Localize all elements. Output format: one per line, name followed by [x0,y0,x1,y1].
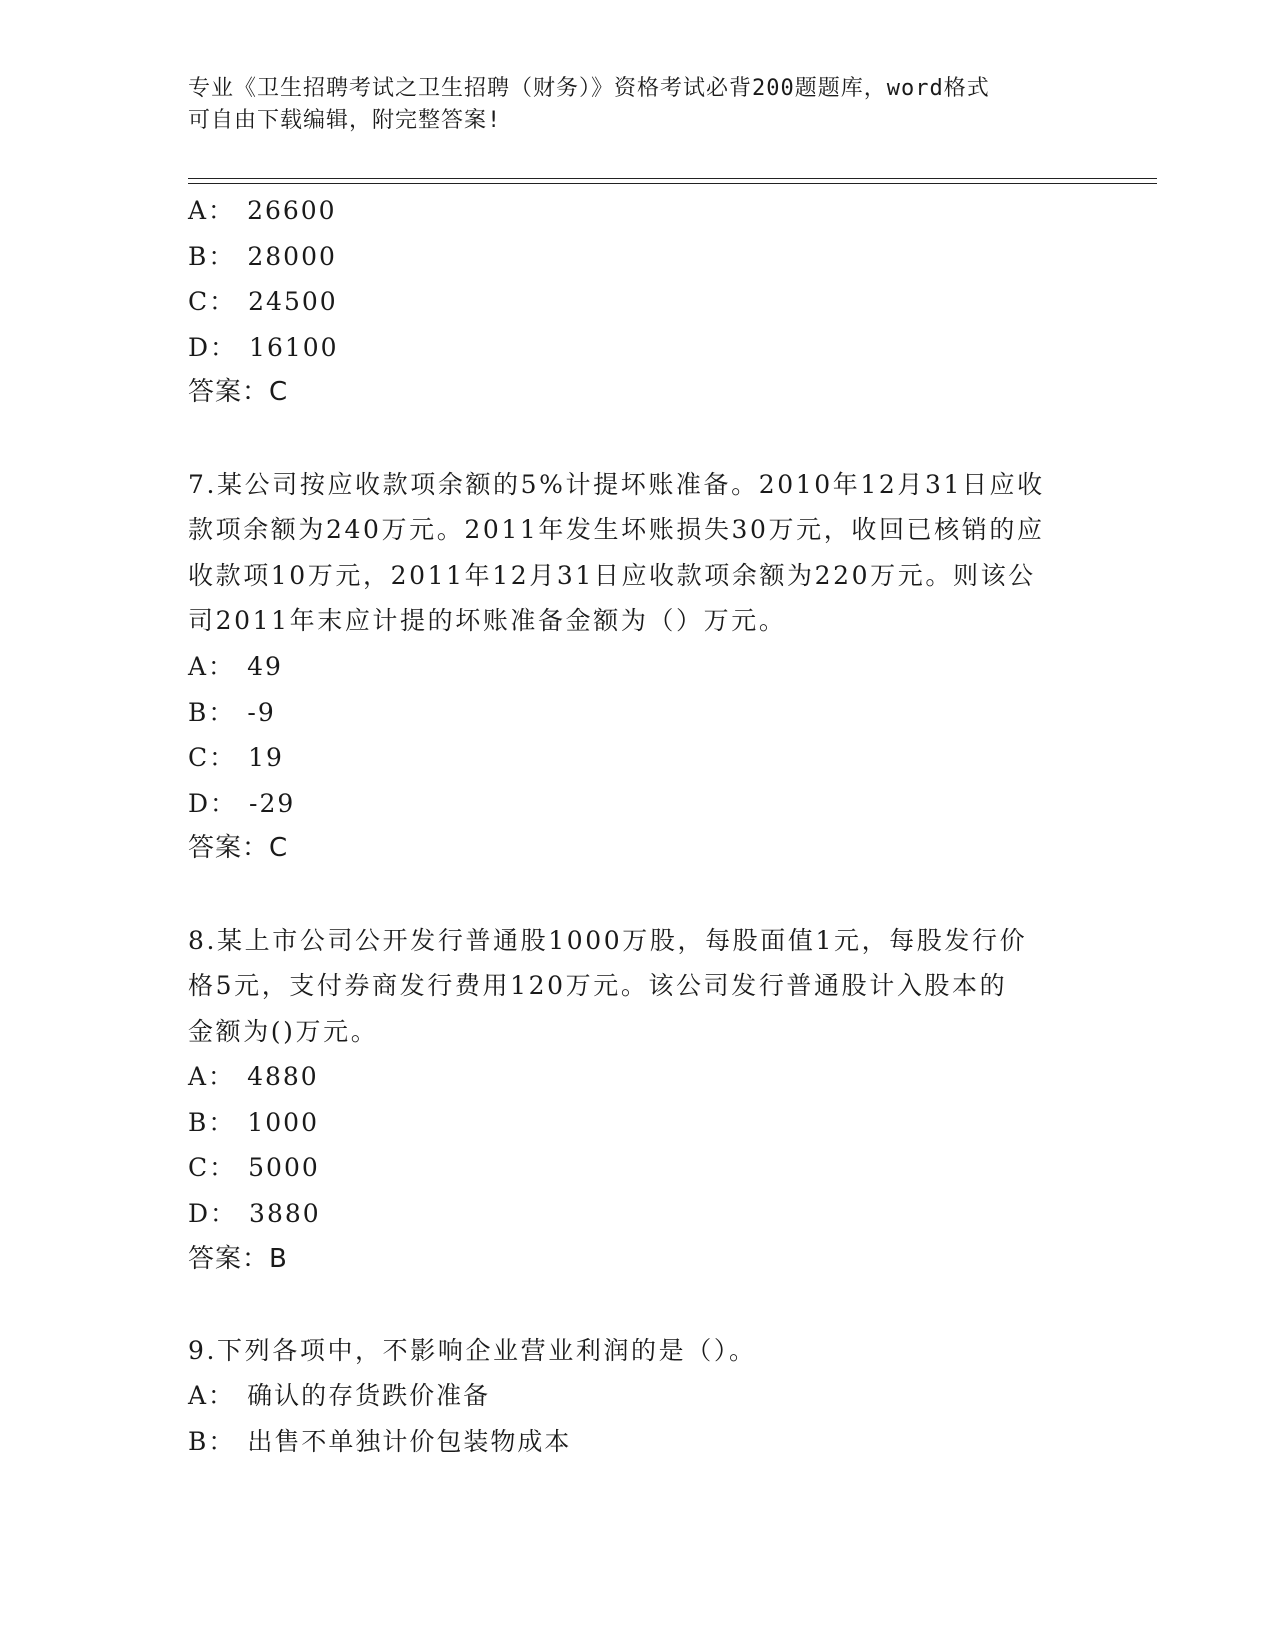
stem-line: 司2011年末应计提的坏账准备金额为（）万元。 [188,606,787,636]
option-c: C： 5000 [188,1153,320,1183]
question-8 [188,918,1088,1283]
answer-line: 答案：B [188,1243,288,1274]
question-list [188,188,1088,1465]
question-9 [188,1328,1088,1465]
question-stem [188,918,1088,1055]
option-b: B： -9 [188,697,276,727]
stem-line: 格5元，支付券商发行费用120万元。该公司发行普通股计入股本的 [188,971,1008,1001]
stem-line: 8.某上市公司公开发行普通股1000万股，每股面值1元，每股发行价 [188,925,1028,955]
header-line-2: 可自由下载编辑，附完整答案! [188,108,502,133]
spacer [188,1282,1088,1328]
question-stem [188,1328,1088,1374]
stem-line: 9.下列各项中，不影响企业营业利润的是（）。 [188,1335,757,1365]
spacer [188,416,1088,462]
option-c: C： 19 [188,743,284,773]
option-a: A： 4880 [188,1062,319,1092]
option-d: D： 3880 [188,1199,321,1229]
option-b: B： 出售不单独计价包装物成本 [188,1427,572,1457]
document-header [188,73,1088,137]
question-stem [188,462,1088,644]
option-c: C： 24500 [188,287,338,317]
stem-line: 7.某公司按应收款项余额的5%计提坏账准备。2010年12月31日应收 [188,469,1045,499]
header-rule-top [188,178,1157,179]
spacer [188,872,1088,918]
question-7 [188,462,1088,872]
option-d: D： 16100 [188,332,339,362]
question-6 [188,188,1088,416]
answer-line: 答案：C [188,377,289,408]
option-a: A： 26600 [188,196,337,225]
option-d: D： -29 [188,788,296,818]
option-a: A： 确认的存货跌价准备 [188,1381,491,1411]
option-a: A： 49 [188,651,283,681]
option-b: B： 28000 [188,241,337,271]
option-b: B： 1000 [188,1107,319,1137]
stem-line: 金额为()万元。 [188,1016,379,1046]
header-line-1: 专业《卫生招聘考试之卫生招聘（财务）》资格考试必背200题题库，word格式 [188,76,990,101]
header-rule-bottom [188,183,1157,184]
answer-line: 答案：C [188,833,289,864]
stem-line: 收款项10万元，2011年12月31日应收款项余额为220万元。则该公 [188,560,1036,590]
stem-line: 款项余额为240万元。2011年发生坏账损失30万元，收回已核销的应 [188,515,1045,545]
